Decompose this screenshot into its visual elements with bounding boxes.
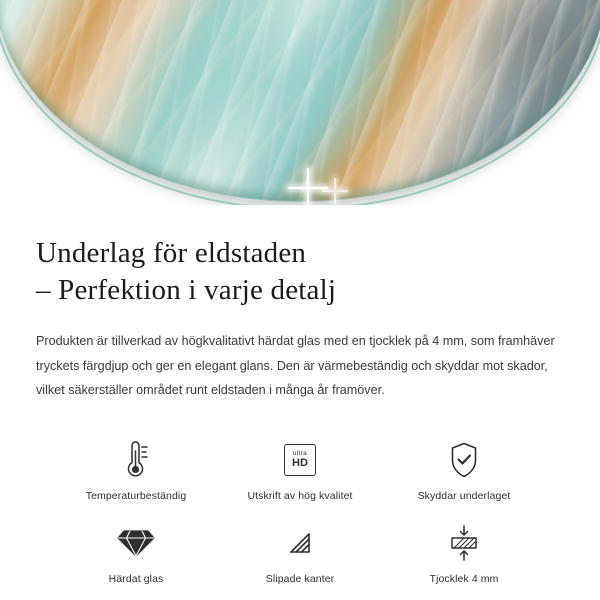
- hero-image: [0, 0, 600, 205]
- feature-item-polished-edges: [218, 520, 382, 585]
- feature-item-print-quality: [218, 437, 382, 502]
- feature-item-temperature: [54, 437, 218, 502]
- thermometer-icon: [119, 437, 153, 483]
- feature-item-thickness: [382, 520, 546, 585]
- page-title: [36, 235, 564, 309]
- feature-label: Skyddar underlaget: [417, 489, 511, 502]
- diamond-icon: [117, 520, 155, 566]
- feature-label: Slipade kanter: [265, 572, 335, 585]
- ultra-hd-bottom-text: HD: [292, 457, 308, 470]
- feature-grid: [36, 437, 564, 585]
- feature-label: Temperaturbeständig: [85, 489, 187, 502]
- polished-edges-icon: [283, 520, 317, 566]
- thickness-arrows-icon: [444, 520, 484, 566]
- headline-line-2: – Perfektion i varje detalj: [36, 274, 337, 307]
- shield-check-icon: [447, 437, 481, 483]
- feature-label: Tjocklek 4 mm: [429, 572, 499, 585]
- feature-label: Härdat glas: [108, 572, 164, 585]
- description-paragraph: Produkten är tillverkad av högkvalitativt härdat glas med en tjocklek på 4 mm, som framhäver tryckets färgdjup och ger en elegant glans. Den är värmebeständig och skyddar mot skador, vilket säkerställer området runt eldstaden i många år framöver.: [36, 334, 555, 398]
- feature-label: Utskrift av hög kvalitet: [247, 489, 353, 502]
- ultra-hd-icon: [284, 437, 316, 483]
- marble-veins-overlay: [0, 0, 600, 202]
- feature-item-protection: [382, 437, 546, 502]
- glass-disc-graphic: [0, 0, 600, 202]
- ultra-hd-top-text: ultra: [292, 449, 308, 457]
- content-section: [0, 205, 600, 585]
- headline-line-1: Underlag för eldstaden: [36, 237, 307, 269]
- feature-item-tempered-glass: [54, 520, 218, 585]
